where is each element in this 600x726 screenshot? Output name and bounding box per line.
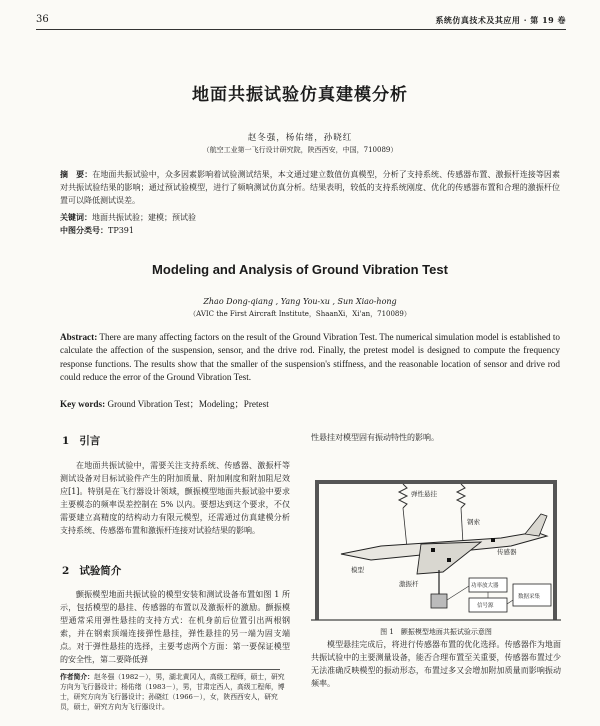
section-1-heading [62,433,100,448]
sensor-3 [491,538,495,542]
page-header [36,14,566,30]
authors-cn: 赵冬强，杨佑绪，孙晓红 [247,133,353,143]
sensor-1 [431,548,435,552]
label-signal-source: 信号源 [477,603,494,609]
label-sensor: 传感器 [497,548,517,556]
abstract-en-label: Abstract: [60,332,98,342]
cable-2 [461,508,463,544]
right-column-bottom-paragraph: 模型悬挂完成后，将进行传感器布置的优化选择。传感器作为地面共振试验中的主要测量设备，能否合理布置至关重要，传感器布置过少无法准确反映模型的振动形态，布置过多又会增加附加质量而影响振动频率。 [311,640,561,688]
label-data-acquisition: 数据采集 [518,594,541,600]
keywords-en [60,398,560,410]
title-en: Modeling and Analysis of Ground Vibration Test [152,262,448,277]
footnote-divider [60,669,280,670]
clc-cn [60,224,560,237]
right-column-top-text: 性悬挂对模型固有振动特性的影响。 [311,433,439,442]
footnote-text: 赵冬强（1982－），男，湖北黄冈人，高级工程师，硕士，研究方向为飞行器设计；杨佑绪（1983－），男，甘肃定西人，高级工程师，博士，研究方向为飞行器设计；孙晓红（1966－），女，陕西西安人，研究员，硕士，研究方向为飞行器设计。 [60,673,285,711]
journal-name: 系统仿真技术及其应用 · 第 19 卷 [435,15,566,25]
label-cable: 钢索 [467,518,480,526]
cable-1 [403,508,407,548]
label-power-amplifier: 功率放大器 [471,583,499,589]
section-1-number: 1 [62,435,70,447]
section-2-number: 2 [62,565,70,577]
aircraft-tail [525,514,547,536]
keywords-en-label: Key words: [60,399,106,409]
authors-en: Zhao Dong-qiang , Yang You-xu , Sun Xiao-hong [203,297,397,306]
page-number: 36 [36,14,49,25]
section-2-paragraph: 颤振模型地面共振试验的模型安装和测试设备布置如图 1 所示，包括模型的悬挂、传感器的布置以及激振杆的激励。颤振模型通常采用弹性悬挂的支持方式：在机身前后位置引出两根钢索，并在钢索顶端连接弹性悬挂，弹性悬挂的另一端为固支端点。对于弹性悬挂的选择，主要考虑两个方面：第一要保证模型的安全性，第二要降低弹 [60,590,290,664]
keywords-en-text: Ground Vibration Test；Modeling；Pretest [107,399,269,409]
affiliation-en: （AVIC the First Aircraft Institute，ShaanXi，Xi'an，710089） [189,310,411,318]
keywords-cn-label: 关键词： [60,212,92,222]
affiliation-cn: （航空工业第一飞行设计研究院，陕西西安，中国，710089） [202,146,398,154]
abstract-cn-text: 在地面共振试验中，众多因素影响着试验测试结果，本文通过建立数值仿真模型，分析了支持系统、传感器布置、激振杆连接等因素对共振试验结果的影响；通过预试验模型，进行了频响测试仿真分析。结果表明，较低的支持系统刚度、优化的传感器布置和合理的激振杆位置可以降低测试误差。 [60,170,560,205]
support-frame-left [315,480,319,620]
support-frame-top [315,480,557,484]
abstract-en [60,331,560,384]
sensor-2 [447,558,451,562]
author-footnote [60,672,290,712]
shaker [431,594,447,608]
support-frame-right [553,480,557,620]
shaker-to-amplifier-wire [447,586,469,600]
clc-cn-label: 中图分类号： [60,225,108,235]
label-elastic-suspension: 弹性悬挂 [411,490,437,498]
title-cn: 地面共振试验仿真建模分析 [192,85,408,105]
section-2-title: 试验简介 [79,565,122,577]
abstract-en-text: There are many affecting factors on the result of the Ground Vibration Test. The numerical simulation model is established to calculate the affection of the suspension, sensor, and the drive rod. Finally, the pretest model is designed to compute the frequency response functions. The results show that the smaller of the suspension's stiffness, and the reasonable location of sensor and drive rod could reduce the error of the Ground Vibration Test. [60,332,560,382]
abstract-cn [60,168,560,207]
keywords-cn-text: 地面共振试验；建模；预试验 [92,213,196,222]
suspension-spring-2 [457,484,465,508]
figure-1-diagram [311,474,561,624]
keywords-cn [60,211,560,224]
label-drive-rod: 激振杆 [399,580,419,588]
label-model: 模型 [351,566,364,574]
source-to-daq-wire [507,600,513,604]
section-1-paragraph: 在地面共振试验中，需要关注支持系统、传感器、激振杆等测试设备对目标试验件产生的附加质量、附加刚度和附加阻尼效应[1]。特别是在飞行器设计领域，颤振模型地面共振试验中要求主要模态的频率误差控制在 5% 以内。要想达到这个要求，不仅需要建立高精度的结构动力有限元模型，还需通过仿真建模分析支持系统、传感器布置和激振杆连接对试验结果的影响。 [60,461,290,535]
section-1-title: 引言 [79,435,101,447]
abstract-cn-label: 摘 要： [60,169,93,179]
footnote-label: 作者简介： [60,673,94,681]
section-2-heading [62,563,121,578]
figure-1-caption: 图 1 颤振模型地面共振试验示意图 [380,628,492,636]
suspension-spring-1 [399,484,407,508]
clc-cn-text: TP391 [108,226,134,235]
